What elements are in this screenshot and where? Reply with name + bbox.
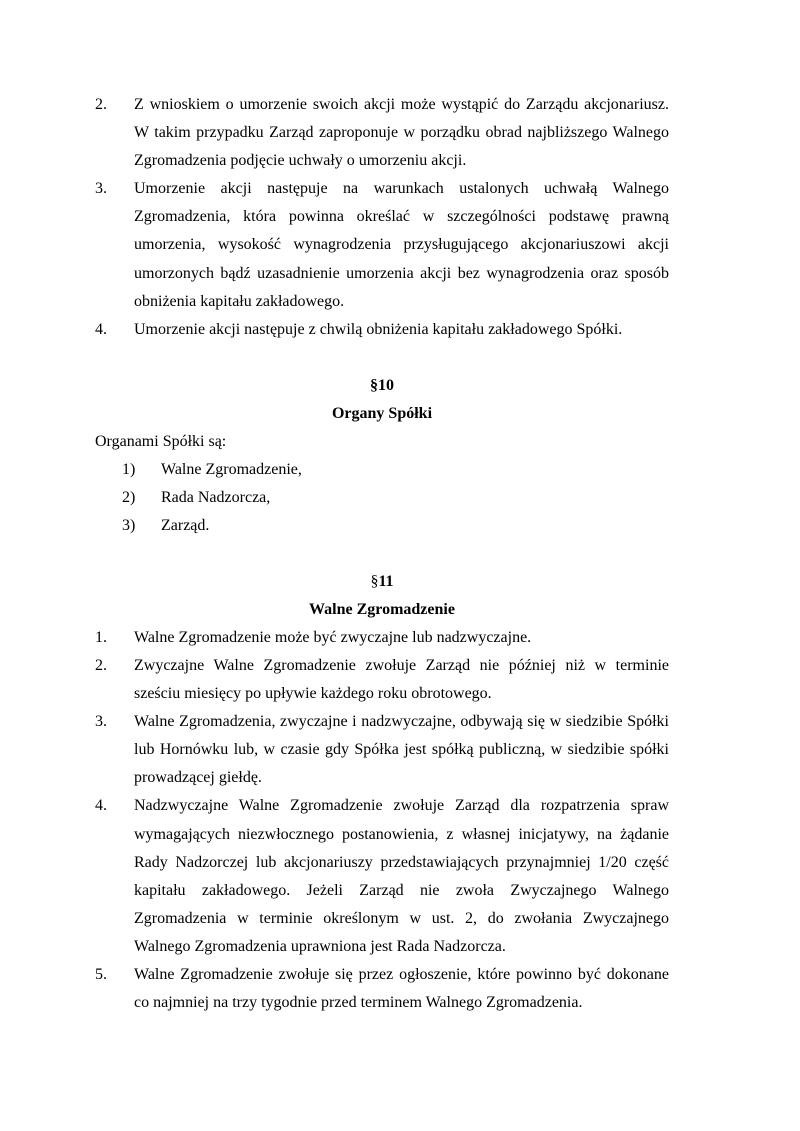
item-number: 4. [95, 797, 107, 815]
list-item [95, 792, 669, 961]
list-item [95, 456, 669, 484]
section-number: 10 [378, 376, 394, 394]
document-page [95, 91, 669, 1017]
item-number: 3. [95, 180, 107, 198]
item-number: 3. [95, 713, 107, 731]
section-symbol: § [370, 376, 378, 394]
list-item [95, 652, 669, 708]
list-item [95, 961, 669, 1017]
section-symbol: § [370, 572, 379, 590]
item-number: 1) [122, 460, 136, 478]
list-item [95, 316, 669, 344]
item-number: 1. [95, 628, 107, 646]
item-number: 5. [95, 965, 107, 983]
spacer [95, 540, 669, 568]
item-text: Umorzenie akcji następuje z chwilą obniżenia kapitału zakładowego Spółki. [134, 320, 623, 338]
spacer [95, 344, 669, 372]
section-number-heading [95, 372, 669, 400]
list-item [95, 175, 669, 315]
item-text: Walne Zgromadzenie zwołuje się przez ogłoszenie, które powinno być dokonane co najmniej na trzy tygodnie przed terminem Walnego Zgromadzenia. [134, 965, 669, 1012]
item-number: 2. [95, 96, 107, 113]
section-number-heading [95, 568, 669, 596]
section-intro: Organami Spółki są: [95, 432, 227, 450]
item-text: Walne Zgromadzenie, [161, 460, 302, 478]
item-text: Zarząd. [161, 516, 210, 534]
item-text: Nadzwyczajne Walne Zgromadzenie zwołuje Zarząd dla rozpatrzenia spraw wymagających niezwłocznego postanowienia, z własnej inicjatywy, na żądanie Rady Nadzorczej lub akcjonariuszy przedstawiających przynajmniej 1/20 część kapitału zakładowego. Jeżeli Zarząd nie zwoła Zwyczajnego Walnego Zgromadzenia w terminie określonym w ust. 2, do zwołania Zwyczajnego Walnego Zgromadzenia uprawniona jest Rada Nadzorcza. [134, 797, 669, 955]
item-number: 2) [122, 488, 136, 506]
list-item [95, 484, 669, 512]
section-title: Walne Zgromadzenie [309, 600, 455, 618]
item-text: Zwyczajne Walne Zgromadzenie zwołuje Zarząd nie później niż w terminie sześciu miesięcy po upływie każdego roku obrotowego. [134, 656, 669, 703]
list-item [95, 708, 669, 792]
section-10 [95, 372, 669, 540]
section-number: 11 [378, 572, 394, 590]
item-number: 3) [122, 516, 136, 534]
item-text: Rada Nadzorcza, [161, 488, 271, 506]
item-text: Walne Zgromadzenia, zwyczajne i nadzwyczajne, odbywają się w siedzibie Spółki lub Hornówku lub, w czasie gdy Spółka jest spółką publiczną, w siedzibie spółki prowadzącej giełdę. [134, 713, 669, 787]
section-11 [95, 568, 669, 1017]
item-text: Walne Zgromadzenie może być zwyczajne lub nadzwyczajne. [134, 628, 532, 646]
list-item [95, 91, 669, 175]
list-item [95, 624, 669, 652]
item-text: Z wnioskiem o umorzenie swoich akcji może wystąpić do Zarządu akcjonariusz. W takim przypadku Zarząd zaproponuje w porządku obrad najbliższego Walnego Zgromadzenia podjęcie uchwały o umorzeniu akcji. [134, 96, 669, 170]
list-item [95, 512, 669, 540]
section-title: Organy Spółki [331, 404, 433, 422]
section9-continuation-list [95, 91, 669, 344]
item-text: Umorzenie akcji następuje na warunkach ustalonych uchwałą Walnego Zgromadzenia, która powinna określać w szczególności podstawę prawną umorzenia, wysokość wynagrodzenia przysługującego akcjonariuszowi akcji umorzonych bądź uzasadnienie umorzenia akcji bez wynagrodzenia oraz sposób obniżenia kapitału zakładowego. [134, 180, 669, 310]
item-number: 4. [95, 320, 107, 338]
item-number: 2. [95, 656, 107, 674]
